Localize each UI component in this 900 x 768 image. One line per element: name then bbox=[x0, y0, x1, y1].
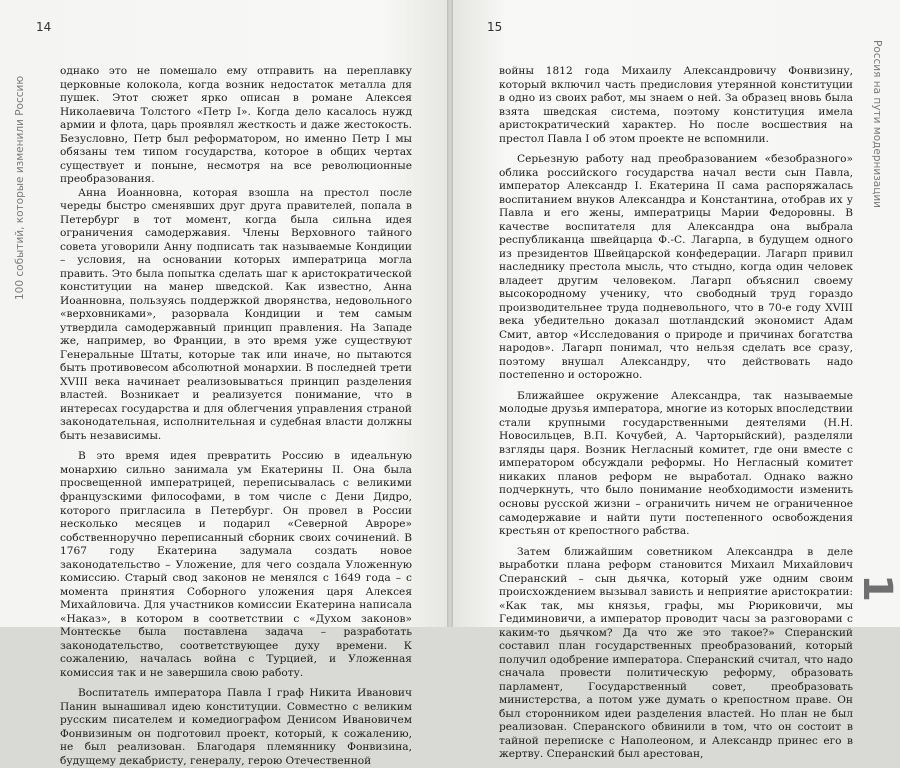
paragraph: однако это не помешало ему отправить на переплавку церковные колокола, когда возник недостаток металла для пушек. Этот сюжет ярко описан в романе Алексея Николаевича Толстого «Петр I». Когда дело касалось нужд армии и флота, царь проявлял жесткость и даже жестокость. Безусловно, Петр был реформатором, но именно Петр I мы обязаны тем типом государства, которое в общих чертах существует и поныне, несмотря на все революционные преобразования. bbox=[60, 65, 412, 186]
right-page-body bbox=[499, 65, 853, 762]
right-running-title: Россия на пути модернизации bbox=[871, 40, 883, 209]
left-running-title: 100 событий, которые изменили Россию bbox=[14, 75, 26, 300]
paragraph: войны 1812 года Михаилу Александровичу Фонвизину, который включил часть предисловия утерянной конституции в одно из своих работ, мы знаем о ней. За образец вновь была взята шведская система, поэтому конституция имела аристократический характер. Но после восшествия на престол Павла I об этом проекте не вспомнили. bbox=[499, 65, 853, 145]
paragraph: Затем ближайшим советником Александра в деле выработки плана реформ становится Михаил Михайлович Сперанский – сын дьячка, который уже одним своим происхождением вызывал зависть и неприятие аристократии: «Как так, мы князья, графы, мы Рюриковичи, мы Гедиминовичи, а император проводит часы за разговорами с каким-то дьячком? Да что же это такое?» Сперанский составил план государственных преобразований, который получил одобрение императора. Сперанский считал, что надо сначала провести политическую реформу, образовать парламент, Государственный совет, преобразовать министерства, а потом уже думать о крепостном праве. Он был сторонником идеи разделения властей. Но план не был реализован. Сперанского обвинили в том, что он состоит в тайной переписке с Наполеоном, и Александр принес его в жертву. Сперанский был арестован, bbox=[499, 545, 853, 761]
chapter-number: 1 bbox=[854, 574, 900, 602]
left-page bbox=[0, 0, 447, 767]
paragraph: Воспитатель императора Павла I граф Никита Иванович Панин вынашивал идею конституции. Совместно с великим русским писателем и комедиографом Денисом Ивановичем Фонвизиным он подготовил проект, который, к сожалению, не был реализован. Благодаря племяннику Фонвизина, будущему декабристу, генералу, герою Отечественной bbox=[60, 687, 412, 767]
paragraph: Серьезную работу над преобразованием «безобразного» облика российского государства начал вести сын Павла, император Александр I. Екатерина II сама распоряжалась воспитанием внуков Александра и Константина, отобрав их у Павла и его жены, императрицы Марии Федоровны. В качестве воспитателя для Александра она выбрала республиканца швейцарца Ф.-С. Лагарпа, в будущем одного из президентов Швейцарской конфедерации. Лагарп привил наследнику престола мысль, что стыдно, когда один человек владеет другим человеком. Лагарп объяснил своему высокородному ученику, что свободный труд гораздо производительнее труда подневольного, что в 70-е году XVIII века убедительно доказал шотландский экономист Адам Смит, автор «Исследования о природе и причинах богатства народов». Лагарп понимал, что нельзя сделать все сразу, поэтому внушал Александру, что действовать надо постепенно и осторожно. bbox=[499, 153, 853, 382]
paragraph: Ближайшее окружение Александра, так называемые молодые друзья императора, многие из которых впоследствии стали крупными государственными деятелями (Н.Н. Новосильцев, В.П. Кочубей, А. Чарторыйский), разделяли взгляды царя. Возник Негласный комитет, где они вместе с императором обсуждали реформы. Но Негласный комитет никаких планов реформ не выработал. Однако важно подчеркнуть, что было понимание необходимости изменить основы русской жизни – ограничить ничем не ограниченное самодержавие и найти пути постепенного освобождения крестьян от крепостного рабства. bbox=[499, 389, 853, 538]
paragraph: В это время идея превратить Россию в идеальную монархию сильно занимала ум Екатерины II. Она была просвещенной императрицей, переписывалась с великими французскими философами, в том числе с Дени Дидро, которого пригласила в Петербург. Он провел в России несколько месяцев и подарил «Северной Авроре» собственноручно переписанный сборник своих сочинений. В 1767 году Екатерина задумала создать новое законодательство – Уложение, для чего создала Уложенную комиссию. Старый свод законов не менялся с 1649 года – с момента принятия Соборного уложения царя Алексея Михайловича. Для участников комиссии Екатерина написала «Наказ», в котором в соответствии с «Духом законов» Монтескье была поставлена задача – разработать законодательство, соответствующее духу времени. К сожалению, началась война с Турцией, и Уложенная комиссия так и не завершила свою работу. bbox=[60, 450, 412, 679]
paragraph: Анна Иоанновна, которая взошла на престол после череды быстро сменявших друг друга правителей, попала в Петербург в тот момент, когда была сильна идея ограничения самодержавия. Члены Верховного тайного совета уговорили Анну подписать так называемые Кондиции – условия, на основании которых императрица могла править. Это была попытка сделать шаг к аристократической конституции на манер шведской. Как известно, Анна Иоанновна, пользуясь поддержкой дворянства, недовольного «верховниками», разорвала Кондиции и тем самым утвердила самодержавный принцип правления. На Западе же, например, во Франции, в это время уже существуют Генеральные Штаты, которые так или иначе, но пытаются быть противовесом абсолютной монархии. В последней трети XVIII века начинает реализовываться принцип разделения властей. Возникает и реализуется понимание, что в интересах государства и для облегчения управления страной законодательная, исполнительная и судебная власти должны быть независимы. bbox=[60, 186, 412, 442]
left-page-number: 14 bbox=[36, 20, 52, 34]
left-page-body bbox=[60, 65, 412, 768]
right-page bbox=[453, 0, 900, 761]
right-page-number: 15 bbox=[487, 20, 503, 34]
